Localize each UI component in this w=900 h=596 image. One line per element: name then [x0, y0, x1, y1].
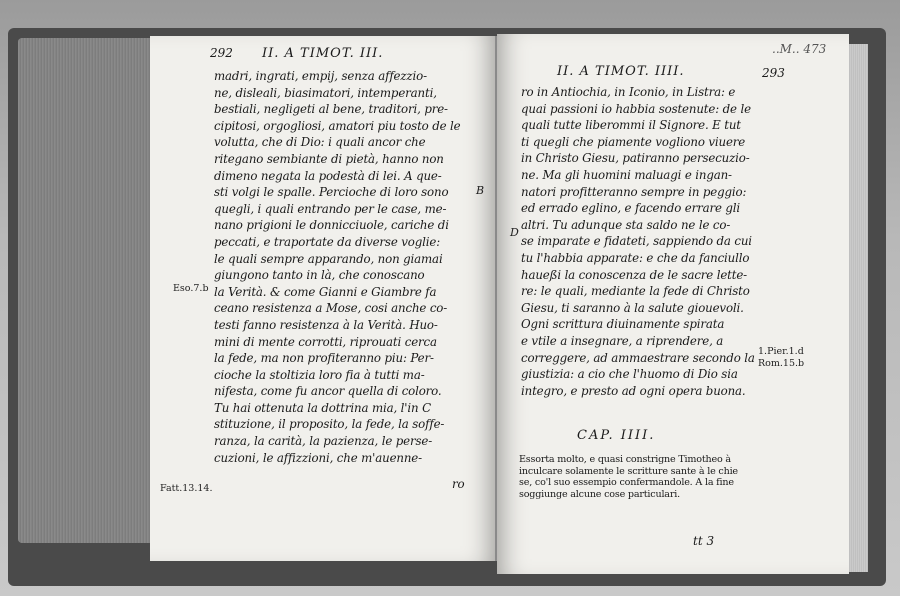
right-page	[497, 34, 849, 574]
text-block	[521, 84, 755, 399]
text-line: ritegano sembiante di pietà, hanno non	[214, 151, 444, 166]
text-line: la fede, ma non profiteranno piu: Per-	[214, 351, 434, 366]
text-line: ranza, la carità, la pazienza, le perse-	[214, 434, 433, 449]
text-line: dimeno negata la podestà di lei. A que-	[214, 168, 442, 183]
text-block	[214, 68, 461, 466]
text-line: cipitosi, orgogliosi, amatori piu tosto de le	[214, 118, 461, 133]
text-line: se imparate e fidateti, sappiendo da cui	[521, 234, 752, 249]
text-line: ceano resistenza a Mose, cosi anche co-	[214, 301, 448, 316]
catchword: ro	[452, 477, 465, 491]
text-line: altri. Tu adunque sta saldo ne le co-	[521, 217, 731, 232]
margin-note: Fatt.13.14.	[160, 483, 213, 494]
text-line: integro, e presto ad ogni opera buona.	[521, 383, 746, 398]
text-line: quai passioni io habbia sostenute: de le	[521, 101, 751, 116]
text-line: nifesta, come fu ancor quella di coloro.	[214, 384, 442, 399]
text-line: natori profitteranno sempre in peggio:	[521, 184, 747, 199]
text-line: haueßi la conoscenza de le sacre lette-	[521, 267, 748, 282]
text-line: giungono tanto in là, che conoscano	[214, 268, 425, 283]
text-line: Ogni scrittura diuinamente spirata	[521, 317, 725, 332]
text-line: cioche la stoltizia loro fia à tutti ma-	[214, 367, 425, 382]
corner-marks: ..M.. 473	[772, 42, 827, 56]
text-line: cuzioni, le affizzioni, che m'auenne-	[214, 450, 422, 465]
text-line: peccati, e traportate da diverse voglie:	[214, 234, 441, 249]
text-line: ed errado eglino, e facendo errare gli	[521, 201, 741, 216]
summary-line: soggiunge alcune cose particulari.	[519, 488, 680, 500]
text-line: ne. Ma gli huomini maluagi e ingan-	[521, 167, 732, 182]
text-line: in Christo Giesu, patiranno persecuzio-	[521, 151, 750, 166]
margin-note: Rom.15.b	[758, 358, 805, 369]
chapter-heading: CAP. IIII.	[577, 428, 656, 443]
summary-line: se, co'l suo essempio confermandole. A la fine	[519, 477, 734, 489]
text-line: mini di mente corrotti, riprouati cerca	[214, 334, 437, 349]
text-line: Tu hai ottenuta la dottrina mia, l'in C	[214, 400, 431, 415]
text-line: ne, disleali, biasimatori, intemperanti,	[214, 85, 437, 100]
section-letter: B	[476, 184, 485, 197]
page-number: 292	[210, 46, 233, 60]
text-line: bestiali, negligeti al bene, traditori, pre-	[214, 102, 448, 117]
section-letter: D	[510, 226, 519, 239]
text-line: sti volgi le spalle. Percioche di loro sono	[214, 185, 449, 200]
margin-note: Eso.7.b	[173, 283, 209, 294]
chapter-summary	[519, 454, 738, 500]
text-line: quali tutte liberommi il Signore. E tut	[521, 118, 741, 133]
running-head: II. A TIMOT. IIII.	[557, 64, 685, 79]
text-line: stituzione, il proposito, la fede, la soffe-	[214, 417, 445, 432]
page-number: 293	[762, 66, 785, 80]
page-block-edge-right	[846, 44, 868, 572]
text-line: giustizia: a cio che l'huomo di Dio sia	[521, 367, 738, 382]
margin-note: 1.Pier.1.d	[758, 346, 804, 357]
summary-line: inculcare solamente le scritture sante à le chie	[519, 465, 738, 477]
text-line: le quali sempre apparando, non giamai	[214, 251, 443, 266]
text-line: quegli, i quali entrando per le case, me-	[214, 201, 447, 216]
text-line: Giesu, ti saranno à la salute giouevoli.	[521, 300, 744, 315]
text-line: la Verità. & come Gianni e Giambre fa	[214, 284, 437, 299]
text-line: e vtile a insegnare, a riprendere, a	[521, 333, 724, 348]
text-line: correggere, ad ammaestrare secondo la	[521, 350, 755, 365]
text-line: ti quegli che piamente vogliono viuere	[521, 134, 746, 149]
text-line: nano prigioni le donnicciuole, cariche di	[214, 218, 449, 233]
text-line: volutta, che di Dio: i quali ancor che	[214, 135, 426, 150]
page-block-edge	[18, 38, 168, 543]
text-line: tu l'habbia apparate: e che da fanciullo	[521, 250, 750, 265]
running-head: II. A TIMOT. III.	[262, 46, 384, 61]
text-line: testi fanno resistenza à la Verità. Huo-	[214, 317, 438, 332]
signature-mark: tt 3	[693, 534, 715, 548]
text-line: ro in Antiochia, in Iconio, in Listra: e	[521, 85, 736, 99]
summary-line: Essorta molto, e quasi constrigne Timotheo à	[519, 454, 731, 465]
text-line: re: le quali, mediante la fede di Christo	[521, 284, 750, 299]
text-line: madri, ingrati, empij, senza affezzio-	[214, 69, 427, 83]
